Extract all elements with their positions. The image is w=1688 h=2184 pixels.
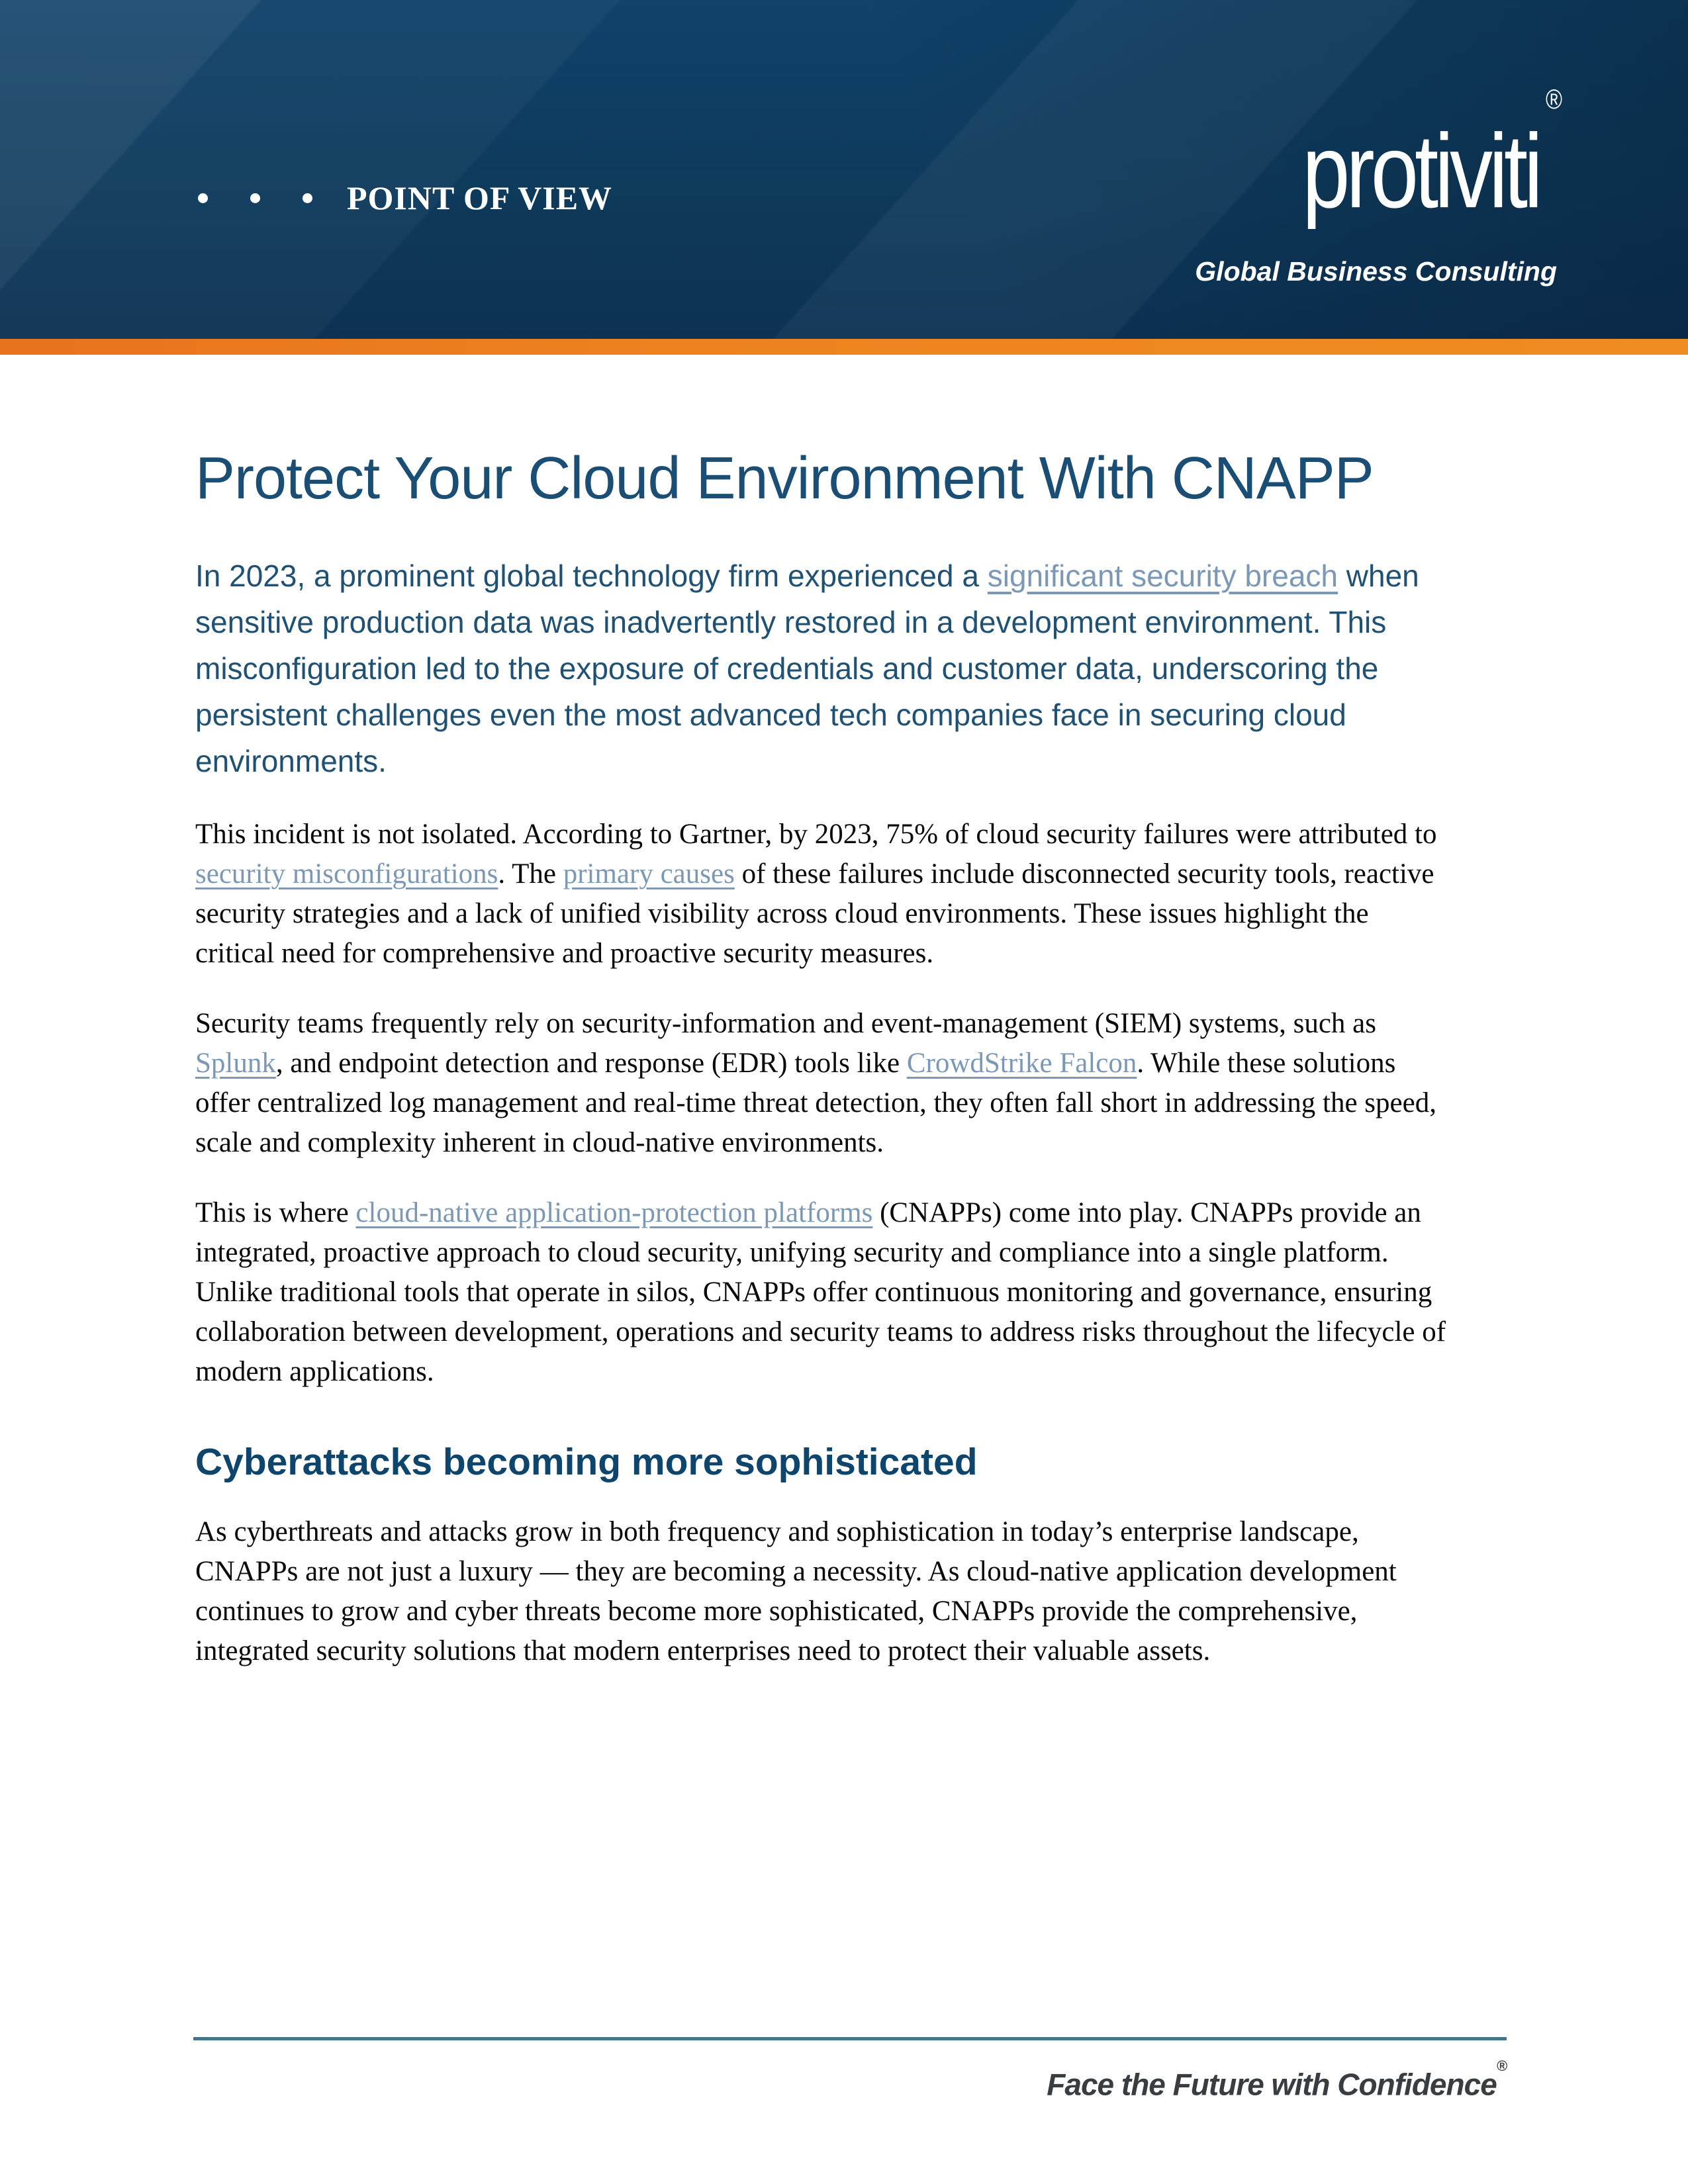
brand-tagline: Global Business Consulting	[1195, 256, 1557, 287]
kicker	[198, 180, 612, 216]
section-heading: Cyberattacks becoming more sophisticated	[195, 1441, 978, 1483]
header-banner	[0, 0, 1688, 339]
text-run: Security teams frequently rely on security-information and event-management (SIEM) systems, such as	[195, 1008, 1376, 1039]
page-title: Protect Your Cloud Environment With CNAPP	[195, 445, 1374, 512]
protiviti-logo	[1302, 84, 1562, 236]
text-run: , and endpoint detection and response (EDR) tools like	[275, 1048, 907, 1079]
footer-tagline-text: Face the Future with Confidence	[1047, 2067, 1497, 2102]
registered-mark: ®	[1545, 84, 1562, 115]
inline-link[interactable]: security misconfigurations	[195, 858, 498, 889]
inline-link[interactable]: CrowdStrike Falcon	[906, 1048, 1137, 1079]
bullet-dot-icon	[250, 193, 260, 203]
text-run: . While these solutions offer centralized log management and real-time threat detection, they often fall short in addressing the speed, scale and complexity inherent in cloud-native environments.	[195, 1048, 1436, 1158]
footer-registered-mark: ®	[1496, 2058, 1507, 2074]
body-paragraph	[195, 1193, 1450, 1392]
text-run: (CNAPPs) come into play. CNAPPs provide an integrated, proactive approach to cloud security, unifying security and compliance into a single platform. Unlike traditional tools that operate in silos, CNAPPs offer continuous monitoring and governance, ensuring collaboration between development, operations and security teams to address risks throughout the lifecycle of modern applications.	[195, 1197, 1446, 1387]
kicker-label: POINT OF VIEW	[347, 179, 613, 216]
brand-wordmark: protiviti	[1302, 112, 1539, 230]
bullet-dot-icon	[303, 193, 312, 203]
body-paragraph	[195, 815, 1450, 974]
closing-paragraph	[195, 1512, 1450, 1671]
inline-link[interactable]: Splunk	[195, 1048, 276, 1079]
text-run: when sensitive production data was inadvertently restored in a development environment. This misconfiguration led to the exposure of credentials and customer data, underscoring the persistent challenges even the most advanced tech companies face in securing cloud environments.	[195, 559, 1419, 778]
footer-divider	[193, 2037, 1507, 2040]
text-run: As cyberthreats and attacks grow in both frequency and sophistication in today’s enterprise landscape, CNAPPs are not just a luxury — they are becoming a necessity. As cloud-native application development continues to grow and cyber threats become more sophisticated, CNAPPs provide the comprehensive, integrated security solutions that modern enterprises need to protect their valuable assets.	[195, 1516, 1397, 1666]
inline-link[interactable]: cloud-native application-protection platforms	[355, 1197, 873, 1228]
bullet-dot-icon	[198, 193, 208, 203]
inline-link[interactable]: primary causes	[563, 858, 735, 889]
text-run: . The	[498, 858, 563, 889]
intro-paragraph	[195, 553, 1450, 784]
inline-link[interactable]: significant security breach	[987, 559, 1338, 593]
accent-bar	[0, 339, 1688, 355]
text-run: In 2023, a prominent global technology firm experienced a	[195, 559, 988, 593]
article-body	[195, 815, 1450, 1671]
text-run: of these failures include disconnected security tools, reactive security strategies and a lack of unified visibility across cloud environments. These issues highlight the critical need for comprehensive and proactive security measures.	[195, 858, 1434, 969]
body-paragraph	[195, 1004, 1450, 1163]
text-run: This incident is not isolated. According to Gartner, by 2023, 75% of cloud security failures were attributed to	[195, 819, 1437, 850]
text-run: This is where	[195, 1197, 356, 1228]
article	[195, 447, 1450, 1671]
footer-tagline	[1047, 2060, 1507, 2104]
